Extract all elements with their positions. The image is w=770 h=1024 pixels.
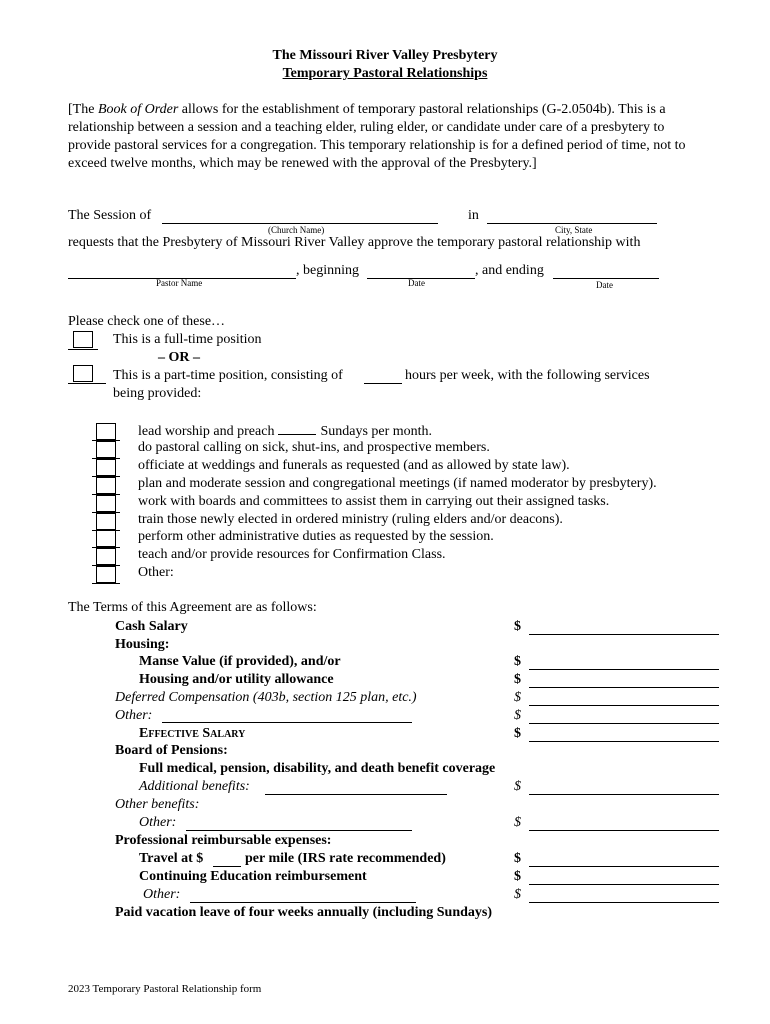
hours-field[interactable] xyxy=(364,383,402,384)
additional-field[interactable] xyxy=(265,794,447,795)
service-item xyxy=(138,440,490,456)
other3-label: Other: xyxy=(143,887,181,902)
amount-field[interactable] xyxy=(529,830,719,831)
service-text: officiate at weddings and funerals as requested (and as allowed by state law). xyxy=(138,458,570,473)
amount-field[interactable] xyxy=(529,866,719,867)
service-item xyxy=(138,529,494,545)
dollar-sign: $ xyxy=(514,726,521,741)
service-text: perform other administrative duties as requested by the session. xyxy=(138,529,494,544)
effective-salary-label: Effective Salary xyxy=(139,726,246,741)
cash-salary-label: Cash Salary xyxy=(115,619,188,634)
housing-allowance-label: Housing and/or utility allowance xyxy=(139,672,334,687)
fulltime-underline xyxy=(68,349,98,350)
parttime-underline xyxy=(68,383,106,384)
housing-label: Housing: xyxy=(115,637,170,652)
check-prompt: Please check one of these… xyxy=(68,314,226,329)
additional-label: Additional benefits: xyxy=(139,779,250,794)
service-checkbox[interactable] xyxy=(96,495,116,512)
intro-paragraph xyxy=(68,101,708,173)
other2-field[interactable] xyxy=(186,830,412,831)
service-item xyxy=(138,458,570,474)
service-text: do pastoral calling on sick, shut-ins, and prospective members. xyxy=(138,440,490,455)
amount-field[interactable] xyxy=(529,687,719,688)
end-date-field[interactable] xyxy=(553,278,659,279)
intro-open: [The xyxy=(68,102,98,117)
dollar-sign: $ xyxy=(514,779,521,794)
other1-field[interactable] xyxy=(162,722,412,723)
beginning-label: , beginning xyxy=(296,263,359,278)
amount-field[interactable] xyxy=(529,723,719,724)
parttime-checkbox[interactable] xyxy=(73,365,93,382)
travel-label-b: per mile (IRS rate recommended) xyxy=(245,851,446,866)
book-of-order: Book of Order xyxy=(97,102,179,117)
sundays-field[interactable] xyxy=(278,422,316,435)
dollar-sign: $ xyxy=(514,708,521,723)
dollar-sign: $ xyxy=(514,815,521,830)
full-medical-label: Full medical, pension, disability, and death benefit coverage xyxy=(139,761,496,776)
org-title: The Missouri River Valley Presbytery xyxy=(272,48,498,63)
pensions-label: Board of Pensions: xyxy=(115,743,228,758)
city-state-field[interactable] xyxy=(487,223,657,224)
amount-field[interactable] xyxy=(529,794,719,795)
service-checkbox[interactable] xyxy=(96,513,116,530)
deferred-label: Deferred Compensation (403b, section 125 plan, etc.) xyxy=(115,690,417,705)
footer-text: 2023 Temporary Pastoral Relationship form xyxy=(68,983,262,995)
session-of-label: The Session of xyxy=(68,208,152,223)
amount-field[interactable] xyxy=(529,884,719,885)
amount-field[interactable] xyxy=(529,902,719,903)
church-name-field[interactable] xyxy=(162,223,438,224)
mileage-rate-field[interactable] xyxy=(213,866,241,867)
request-text: requests that the Presbytery of Missouri River Valley approve the temporary pastoral relationship with xyxy=(68,235,641,250)
vacation-label: Paid vacation leave of four weeks annually (including Sundays) xyxy=(115,905,493,920)
ending-label: , and ending xyxy=(475,263,544,278)
or-separator: – OR – xyxy=(158,350,200,365)
dollar-sign: $ xyxy=(514,887,521,902)
in-label: in xyxy=(468,208,479,223)
amount-field[interactable] xyxy=(529,634,719,635)
city-state-caption: City, State xyxy=(555,225,593,235)
dollar-sign: $ xyxy=(514,690,521,705)
service-item xyxy=(138,512,563,528)
service-checkbox[interactable] xyxy=(96,459,116,476)
dollar-sign: $ xyxy=(514,672,521,687)
fulltime-checkbox[interactable] xyxy=(73,331,93,348)
service-item xyxy=(138,494,609,510)
parttime-label-a: This is a part-time position, consisting of xyxy=(113,368,343,383)
amount-field[interactable] xyxy=(529,705,719,706)
other3-field[interactable] xyxy=(190,902,416,903)
service-text-post: Sundays per month. xyxy=(320,424,433,439)
amount-field[interactable] xyxy=(529,741,719,742)
pastor-name-caption: Pastor Name xyxy=(156,278,203,288)
end-date-caption: Date xyxy=(596,280,613,290)
service-checkbox[interactable] xyxy=(96,423,116,440)
other-benefits-label: Other benefits: xyxy=(115,797,200,812)
service-item xyxy=(138,422,432,440)
service-checkbox[interactable] xyxy=(96,566,116,583)
service-text: Other: xyxy=(138,565,174,580)
service-checkbox[interactable] xyxy=(96,441,116,458)
service-underline xyxy=(92,583,120,584)
begin-date-caption: Date xyxy=(408,278,425,288)
service-text: teach and/or provide resources for Confirmation Class. xyxy=(138,547,446,562)
form-title: Temporary Pastoral Relationships xyxy=(282,66,488,81)
page-title xyxy=(0,66,770,82)
dollar-sign: $ xyxy=(514,869,521,884)
church-name-caption: (Church Name) xyxy=(268,225,325,235)
service-text: lead worship and preach xyxy=(138,424,275,439)
prof-reimb-label: Professional reimbursable expenses: xyxy=(115,833,332,848)
service-text: plan and moderate session and congregational meetings (if named moderator by presbytery). xyxy=(138,476,657,491)
amount-field[interactable] xyxy=(529,669,719,670)
service-item xyxy=(138,565,174,581)
intro-rest: allows for the establishment of temporary pastoral relationships (G-2.0504b). This is a relationship between a session and a teaching elder, ruling elder, or candidate under care of a presbytery to provide pastoral services for a congregation. This temporary relationship is for a defined period of time, not to exceed twelve months, which may be renewed with the approval of the Presbytery.] xyxy=(68,102,686,171)
service-checkbox[interactable] xyxy=(96,530,116,547)
manse-label: Manse Value (if provided), and/or xyxy=(139,654,341,669)
service-text: work with boards and committees to assist them in carrying out their assigned tasks. xyxy=(138,494,610,509)
travel-label-a: Travel at $ xyxy=(139,851,204,866)
dollar-sign: $ xyxy=(514,619,521,634)
cont-ed-label: Continuing Education reimbursement xyxy=(139,869,367,884)
service-checkbox[interactable] xyxy=(96,548,116,565)
service-item xyxy=(138,547,446,563)
parttime-label-c: being provided: xyxy=(113,386,202,401)
parttime-label-b: hours per week, with the following services xyxy=(405,368,650,383)
fulltime-label: This is a full-time position xyxy=(113,332,262,347)
terms-heading: The Terms of this Agreement are as follows: xyxy=(68,600,317,615)
service-item xyxy=(138,476,657,492)
dollar-sign: $ xyxy=(514,851,521,866)
dollar-sign: $ xyxy=(514,654,521,669)
other1-label: Other: xyxy=(115,708,153,723)
service-text: train those newly elected in ordered ministry (ruling elders and/or deacons). xyxy=(138,512,563,527)
service-checkbox[interactable] xyxy=(96,477,116,494)
other2-label: Other: xyxy=(139,815,177,830)
